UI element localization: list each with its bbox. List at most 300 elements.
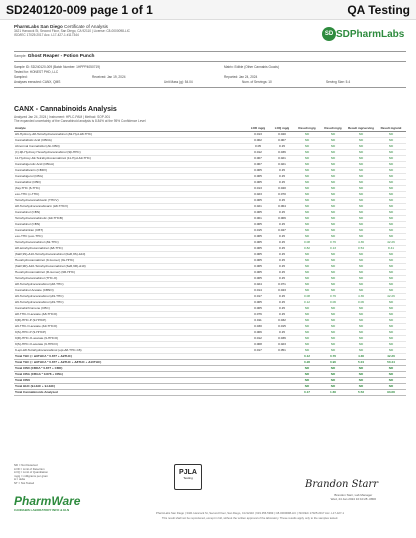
cell-analyte: Δ9-THC-O-acetate (Δ9-THCO) (14, 323, 246, 329)
cell-result-unit: ND (376, 185, 406, 191)
cell-analyte: Tetrahydrocannabinol (Δ9-THC) (14, 239, 246, 245)
cell-result-pct: 0.82 (294, 245, 320, 251)
cell-result-pct: ND (294, 263, 320, 269)
cell-result-mgg: ND (320, 305, 346, 311)
col-loq: LOQ mg/g (270, 122, 294, 131)
cell-analyte: Cannabinol Acetate (CBNO) (14, 287, 246, 293)
signer-name: Brandon Starr, Lab Manager (334, 493, 373, 497)
cell-lod: 0.05 (246, 143, 270, 149)
sampled: Sampled: (14, 75, 28, 79)
cell-loq: 0.15 (270, 197, 294, 203)
cell-lod: 0.013 (246, 185, 270, 191)
cell-result-unit: ND (376, 257, 406, 263)
cell-analyte: Δ8-tetrahydrocannabinol (Δ8-THC) (14, 245, 246, 251)
cell-result-unit: ND (376, 233, 406, 239)
cell-result-serving: ND (346, 215, 376, 221)
cell-result-pct: ND (294, 191, 320, 197)
cell-result-pct: ND (294, 197, 320, 203)
cell-result-serving: ND (346, 341, 376, 347)
cell-result-serving: ND (346, 167, 376, 173)
footer-address: PharmLabs San Diego | 3421 Hancock St, Second Floor, San Diego, CA 92110 | 619.356.5999 | C8-0000098-LIC | ISO/IEC 17025:2017 Acc. L17-427-1 (155, 511, 345, 515)
cell-result-unit: ND (376, 221, 406, 227)
cell-result-serving: ND (346, 143, 376, 149)
cell-analyte: Abnormal Cannabidiol (Ab-CBD) (14, 143, 246, 149)
cell-result-serving: ND (346, 347, 376, 353)
cell-lod: 0.012 (246, 149, 270, 155)
cell-lod: 0.005 (246, 179, 270, 185)
cell-loq: 0.021 (270, 161, 294, 167)
note: NT = Not Tested (14, 480, 35, 485)
cell-result-pct: ND (294, 227, 320, 233)
cell-result-serving: ND (346, 383, 376, 389)
cell-analyte: Total HHC (9-HHC + 9-HHC) (14, 383, 246, 389)
cell-result-serving: ND (346, 305, 376, 311)
cell-result-unit: ND (376, 365, 406, 371)
cell-result-unit: ND (376, 347, 406, 353)
cell-lod: 0.024 (246, 281, 270, 287)
cell-result-mgg: ND (320, 275, 346, 281)
cell-loq: 0.036 (270, 149, 294, 155)
cell-result-mgg: ND (320, 203, 346, 209)
cell-result-unit: ND (376, 155, 406, 161)
cell-loq: 0.070 (270, 191, 294, 197)
cell-loq: 0.15 (270, 263, 294, 269)
cell-loq: 0.15 (270, 221, 294, 227)
coa-page (14, 24, 406, 532)
cell-result-mgg: ND (320, 221, 346, 227)
cell-analyte: 11-Hydroxy-Δ9-Tetrahydrocannabinol (11-Hyd-Δ9-THC) (14, 155, 246, 161)
cell-analyte: Cannabicitran (CBT) (14, 227, 246, 233)
sdpharmlabs-logo (316, 26, 406, 44)
cell-lod: 0.006 (246, 329, 270, 335)
cell-result-mgg: ND (320, 233, 346, 239)
pharmware-tagline: CANNABIS LABORATORY INFO & ELN (14, 508, 70, 512)
cell-result-mgg: ND (320, 179, 346, 185)
cell-lod: 0.023 (246, 191, 270, 197)
lab-name: PharmLabs San Diego (14, 24, 63, 29)
cell-result-pct: ND (294, 131, 320, 137)
cell-result-mgg: ND (320, 335, 346, 341)
cell-result-serving: ND (346, 161, 376, 167)
cell-result-serving: ND (346, 251, 376, 257)
cell-analyte: (6a)-THC (6-THC) (14, 185, 246, 191)
cell-lod: 0.005 (246, 173, 270, 179)
cell-result-serving: ND (346, 269, 376, 275)
cell-result-mgg: ND (320, 161, 346, 167)
cell-result-mgg: ND (320, 311, 346, 317)
note: LOD = Limit of Detection (14, 466, 45, 471)
cell-result-serving: ND (346, 317, 376, 323)
cell-analyte: Total THC (= Δ9THCA * 0.877 + Δ9THC + Δ8THC + Δ10THC) (14, 359, 246, 365)
signer-caption (331, 494, 376, 501)
cell-result-mgg: ND (320, 377, 346, 383)
cell-result-mgg: ND (320, 347, 346, 353)
cell-result-unit: ND (376, 149, 406, 155)
cell-analyte: Tetrahydrocannabinol (THC-O) (14, 275, 246, 281)
cell-analyte: Total CBN (14, 377, 246, 383)
cell-result-unit: ND (376, 197, 406, 203)
cell-loq: 0.047 (270, 227, 294, 233)
cannabinoids-table (14, 122, 406, 396)
cell-result-serving: ND (346, 173, 376, 179)
sample-name: Ghost Reaper - Potion Punch (27, 54, 95, 59)
footer-disclaimer: This result shall not be reproduced, except in full, without the written approval of the laboratory. These results apply only to the samples tested. (161, 516, 339, 520)
cell-analyte: Cannabigerol (CBG) (14, 173, 246, 179)
cell-lod: 0.005 (246, 299, 270, 305)
logo-text: SDPharmLabs (336, 29, 405, 40)
cell-result-serving: 4.36 (346, 239, 376, 245)
cell-analyte: Δ9-Tetrahydrocannabinol (Δ9-THC) (14, 293, 246, 299)
cell-loq: 0.15 (270, 251, 294, 257)
cell-result-mgg: ND (320, 167, 346, 173)
cell-result-serving: ND (346, 179, 376, 185)
cell-result-unit: ND (376, 287, 406, 293)
cell-analyte: Δ9-Hydroxy-Δ8-Tetrahydrocannabinol (Δ9-Hyd-Δ8-THC) (14, 131, 246, 137)
cell-result-mgg: ND (320, 131, 346, 137)
cell-result-mgg: ND (320, 197, 346, 203)
cell-loq: 0.15 (270, 299, 294, 305)
cell-result-unit: ND (376, 311, 406, 317)
cell-lod: 0.008 (246, 341, 270, 347)
cell-result-serving: ND (346, 257, 376, 263)
cell-result-unit: ND (376, 305, 406, 311)
cell-result-pct: 0.08 (294, 239, 320, 245)
cell-result-pct: ND (294, 215, 320, 221)
cell-result-mgg: ND (320, 155, 346, 161)
document-title: SD240120-009 page 1 of 1 (6, 3, 153, 17)
cell-result-serving: ND (346, 335, 376, 341)
cell-loq: 0.006 (270, 215, 294, 221)
cell-loq: 0.15 (270, 275, 294, 281)
cell-result-pct: ND (294, 155, 320, 161)
col-analyte: Analyte (14, 122, 246, 131)
cell-analyte: exo-THC (x-THC) (14, 191, 246, 197)
cell-result-mgg: ND (320, 365, 346, 371)
col-result-pct: Result mg/g (294, 122, 320, 131)
cell-analyte: exo-THC (exo-THC) (14, 233, 246, 239)
col-lod: LOD mg/g (246, 122, 270, 131)
cell-analyte: Cannabinol (CBN) (14, 221, 246, 227)
cell-result-mgg: ND (320, 149, 346, 155)
cell-result-pct: ND (294, 365, 320, 371)
cell-result-pct: ND (294, 257, 320, 263)
cell-result-mgg: ND (320, 263, 346, 269)
cell-result-serving: ND (346, 191, 376, 197)
cell-result-serving: ND (346, 281, 376, 287)
cell-loq: 0.051 (270, 347, 294, 353)
cell-lod: 0.005 (246, 269, 270, 275)
cell-result-serving: ND (346, 233, 376, 239)
cell-analyte: Δ8-THC-O-acetate (Δ8-THCO) (14, 311, 246, 317)
cell-result-unit: ND (376, 269, 406, 275)
cell-result-unit: ND (376, 131, 406, 137)
cell-result-mgg: ND (320, 191, 346, 197)
cell-result-pct: ND (294, 233, 320, 239)
cell-result-serving: ND (346, 137, 376, 143)
total-row (14, 389, 406, 395)
cell-result-unit: ND (376, 167, 406, 173)
cell-loq (270, 389, 294, 395)
cell-result-pct: ND (294, 383, 320, 389)
qa-testing-label[interactable]: QA Testing (347, 3, 410, 17)
viewer-toolbar (0, 0, 416, 20)
cell-result-unit: ND (376, 137, 406, 143)
cell-result-mgg: ND (320, 323, 346, 329)
cell-result-mgg: ND (320, 173, 346, 179)
cell-analyte: Δ8-Tetrahydrocannabinol (Δ8-THC) (14, 281, 246, 287)
cell-lod: 0.005 (246, 251, 270, 257)
col-result-mgg: Result mg/g (320, 122, 346, 131)
cell-result-pct: ND (294, 335, 320, 341)
footer-notes (14, 464, 48, 485)
cell-loq: 0.15 (270, 143, 294, 149)
cell-result-pct: ND (294, 329, 320, 335)
cell-analyte: Δ9-Tetrahydrocannabinol (Δ9-THC) (14, 299, 246, 305)
cell-result-pct: ND (294, 251, 320, 257)
cell-result-mgg: ND (320, 185, 346, 191)
cell-result-mgg: 0.76 (320, 293, 346, 299)
cell-result-serving: ND (346, 263, 376, 269)
table-header-row (14, 122, 406, 131)
cell-result-mgg: ND (320, 329, 346, 335)
cell-result-mgg: ND (320, 143, 346, 149)
cell-result-pct: 0.17 (294, 389, 320, 395)
cell-result-mgg: ND (320, 281, 346, 287)
cell-analyte: Total THC (= Δ9THCA * 0.877 + Δ9THC) (14, 353, 246, 359)
cell-result-mgg: ND (320, 257, 346, 263)
cell-result-mgg: ND (320, 317, 346, 323)
pharmware-logo-text: PharmWare (14, 494, 81, 508)
col-result-serving: Result mg/serving (346, 122, 376, 131)
cell-result-serving: ND (346, 311, 376, 317)
cell-loq: 0.040 (270, 185, 294, 191)
unit-mass: Unit Mass (g): 54.04 (164, 80, 193, 84)
cell-result-pct: ND (294, 323, 320, 329)
cell-loq: 0.15 (270, 239, 294, 245)
cell-lod: 0.012 (246, 335, 270, 341)
cell-loq: 0.15 (270, 233, 294, 239)
cell-result-serving: 4.36 (346, 293, 376, 299)
matrix: Matrix: Edible (Other Cannabis Goods) (224, 65, 279, 69)
cell-analyte: (6aR,9S)-Δ10-Tetrahydrocannabinol (6aR,9S)-Δ10) (14, 251, 246, 257)
cell-result-pct: 0.08 (294, 293, 320, 299)
cell-analyte: 9(R)-HHC-P (9-HHCP) (14, 317, 246, 323)
cell-result-pct: ND (294, 305, 320, 311)
col-result-unit: Result mg/unit (376, 122, 406, 131)
accreditation-mark: PJLA (179, 469, 197, 476)
cell-result-mgg: 1.66 (320, 389, 346, 395)
cell-loq: 0.023 (270, 341, 294, 347)
cell-result-unit: ND (376, 203, 406, 209)
serving-size: Serving Size: 5.4 (326, 80, 351, 84)
cell-result-pct: ND (294, 281, 320, 287)
cell-result-pct: ND (294, 287, 320, 293)
cell-lod: 0.076 (246, 311, 270, 317)
cell-result-serving: ND (346, 209, 376, 215)
cell-result-mgg: ND (320, 287, 346, 293)
cell-lod: 0.007 (246, 161, 270, 167)
cell-analyte: Cannabigerolic Acid (CBGA) (14, 161, 246, 167)
cell-loq: 0.15 (270, 257, 294, 263)
cell-lod: 0.014 (246, 287, 270, 293)
cell-result-pct: ND (294, 137, 320, 143)
cell-loq: 0.040 (270, 131, 294, 137)
cell-loq: 0.15 (270, 179, 294, 185)
cell-result-serving: ND (346, 221, 376, 227)
cell-result-pct: 0.12 (294, 353, 320, 359)
cell-result-unit: ND (376, 329, 406, 335)
cell-result-serving: ND (346, 323, 376, 329)
cell-result-pct: 0.28 (294, 359, 320, 365)
cell-result-unit: ND (376, 143, 406, 149)
sample-name-row (14, 54, 406, 59)
cell-result-pct: ND (294, 347, 320, 353)
cell-result-unit: ND (376, 173, 406, 179)
cell-analyte: Tetrahydrocannabinolic (Δ9-THCB) (14, 215, 246, 221)
cell-result-unit: ND (376, 299, 406, 305)
cell-result-unit: ND (376, 161, 406, 167)
cell-analyte: Total Cannabinoids Analyzed (14, 389, 246, 395)
cell-result-unit: 8.41 (376, 245, 406, 251)
cell-loq: 0.15 (270, 293, 294, 299)
cell-result-serving: 0.54 (346, 245, 376, 251)
cell-loq: 0.15 (270, 311, 294, 317)
cell-lod: 0.007 (246, 155, 270, 161)
cell-lod: 0.005 (246, 233, 270, 239)
cell-result-pct: ND (294, 221, 320, 227)
cell-result-serving: 0.06 (346, 299, 376, 305)
cell-result-unit: 93.68 (376, 389, 406, 395)
cell-result-mgg: ND (320, 341, 346, 347)
cell-result-serving: 4.36 (346, 353, 376, 359)
note: ND = Not Detected (14, 463, 38, 467)
cell-result-serving: ND (346, 131, 376, 137)
cell-result-unit: ND (376, 191, 406, 197)
cell-analyte: Δ8-Tetrahydrocannabivarin (Δ8-THCV) (14, 203, 246, 209)
cell-result-serving: ND (346, 371, 376, 377)
cell-result-unit: ND (376, 251, 406, 257)
cell-analyte: 9(R)-HHC-O-acetate (9-HHCO) (14, 335, 246, 341)
cell-result-unit: ND (376, 335, 406, 341)
cell-analyte: Tetrahydrocannabivarin (THCV) (14, 197, 246, 203)
cell-result-pct: ND (294, 185, 320, 191)
cell-lod: 0.001 (246, 215, 270, 221)
cell-lod (246, 389, 270, 395)
cell-result-serving: ND (346, 287, 376, 293)
cell-loq: 0.15 (270, 305, 294, 311)
cell-lod: 0.005 (246, 245, 270, 251)
cell-lod: 0.030 (246, 323, 270, 329)
received: Received: Jan 19, 2024 (92, 75, 126, 79)
cell-loq: 0.15 (270, 329, 294, 335)
cell-analyte: Hexahydrocannabinol (R-isomer) (9R-HHC) (14, 269, 246, 275)
cell-result-mgg: 0.76 (320, 353, 346, 359)
cell-loq: 0.071 (270, 281, 294, 287)
cell-result-mgg: ND (320, 251, 346, 257)
cell-result-pct: ND (294, 371, 320, 377)
cell-analyte: Cannabidiolic Acid (CBDA) (14, 137, 246, 143)
cell-result-unit: 50.44 (376, 359, 406, 365)
cell-lod: 0.005 (246, 305, 270, 311)
reported: Reported: Jan 24, 2024 (224, 75, 258, 79)
cell-loq: 0.036 (270, 335, 294, 341)
cell-lod: 0.021 (246, 203, 270, 209)
cell-result-pct: 0.12 (294, 299, 320, 305)
cell-result-mgg: 0.13 (320, 245, 346, 251)
divider (14, 51, 406, 52)
section-title: CANX - Cannabinoids Analysis (14, 106, 117, 113)
cell-result-unit: ND (376, 215, 406, 221)
cell-result-mgg: ND (320, 383, 346, 389)
cell-result-pct: ND (294, 161, 320, 167)
doc-type: Certificate of Analysis (64, 24, 108, 29)
note: Δ = delta (14, 477, 25, 481)
lab-address: 3421 Hancock St, Second Floor, San Diego, CA 92110 | License: C8-0000098-LIC (14, 29, 130, 33)
cell-loq: 0.15 (270, 167, 294, 173)
cell-result-pct: ND (294, 377, 320, 383)
lab-accreditation: ISO/IEC 17025:2017 Acc. L17-427-1 #117344 (14, 33, 79, 37)
cell-lod: 0.005 (246, 275, 270, 281)
pharmware-logo (14, 494, 84, 520)
cell-result-pct: ND (294, 269, 320, 275)
cell-result-mgg: ND (320, 137, 346, 143)
cell-result-pct: ND (294, 275, 320, 281)
cell-analyte: Cannabidivarin (CBDV) (14, 167, 246, 173)
cell-lod: 0.011 (246, 317, 270, 323)
cell-result-mgg: 0.76 (320, 239, 346, 245)
cell-result-unit: ND (376, 323, 406, 329)
cell-result-unit: ND (376, 383, 406, 389)
cell-result-serving: ND (346, 197, 376, 203)
cell-loq: 0.15 (270, 209, 294, 215)
cell-analyte: (6aR,9R)-Δ10-Tetrahydrocannabinol (6aR,9R)-Δ10) (14, 263, 246, 269)
cell-result-pct: ND (294, 167, 320, 173)
tested-for: Tested for: HONEST PHD, LLC (14, 70, 59, 74)
cell-result-serving: ND (346, 149, 376, 155)
cell-analyte: Cannabichromene (CBC) (14, 305, 246, 311)
cell-lod: 0.005 (246, 209, 270, 215)
cell-lod: 0.017 (246, 347, 270, 353)
cell-lod: 0.002 (246, 137, 270, 143)
cell-result-serving: ND (346, 155, 376, 161)
cell-loq: 0.15 (270, 269, 294, 275)
note: LOQ = Limit of Quantitation (14, 470, 48, 474)
cell-result-pct: ND (294, 143, 320, 149)
cell-result-unit: ND (376, 377, 406, 383)
cell-result-serving: ND (346, 365, 376, 371)
cell-result-serving: 5.53 (346, 389, 376, 395)
cell-lod: 0.005 (246, 257, 270, 263)
cell-analyte: Total CBD (CBDA * 0.877 + CBD) (14, 365, 246, 371)
cell-result-mgg: 0.06 (320, 299, 346, 305)
cell-analyte: 9(S)-HHC-P (9-HHCP) (14, 329, 246, 335)
cell-loq: 0.15 (270, 173, 294, 179)
servings: Num. of Servings: 10 (242, 80, 272, 84)
sample-label: Sample: (14, 54, 27, 58)
cell-lod: 0.005 (246, 263, 270, 269)
logo-icon: SD (322, 27, 336, 41)
cell-result-unit: ND (376, 371, 406, 377)
cell-result-serving: ND (346, 185, 376, 191)
cell-result-unit: ND (376, 179, 406, 185)
cell-loq: 0.064 (270, 203, 294, 209)
cell-result-serving: 5.04 (346, 359, 376, 365)
cell-loq: 0.021 (270, 155, 294, 161)
cell-result-mgg: ND (320, 227, 346, 233)
cell-result-pct: ND (294, 341, 320, 347)
cell-lod: 0.015 (246, 227, 270, 233)
cell-result-unit: ND (376, 263, 406, 269)
